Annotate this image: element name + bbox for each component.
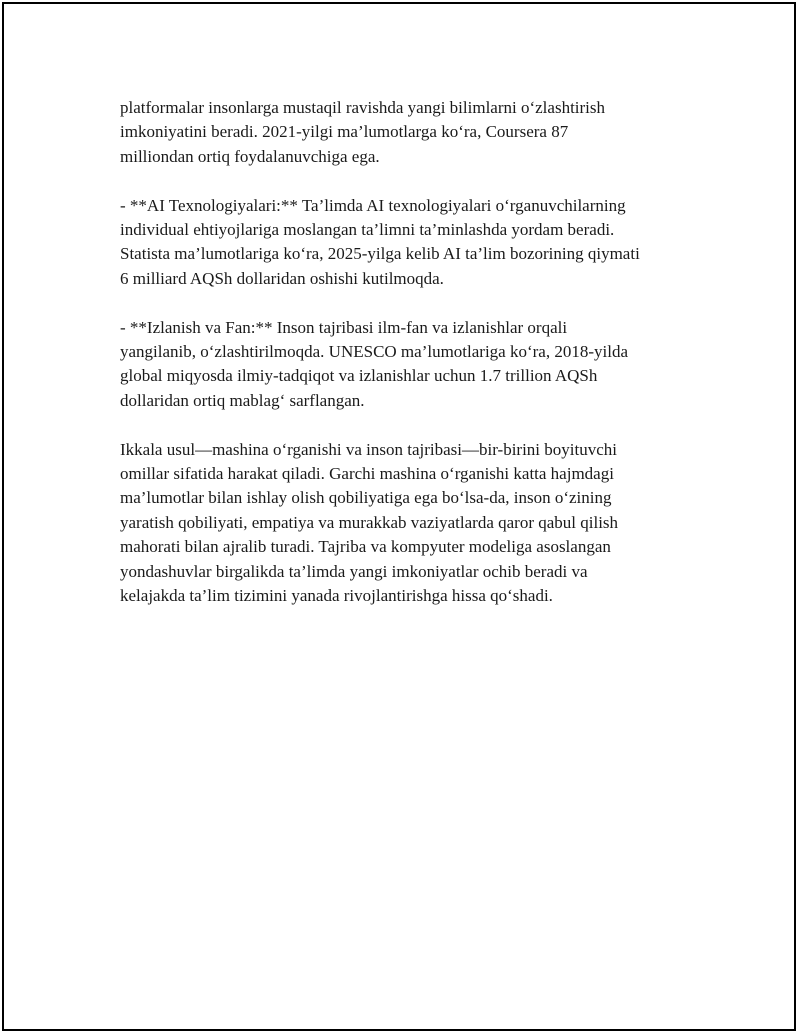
text-line: 6 milliard AQSh dollaridan oshishi kutilmoqda.	[120, 268, 444, 288]
text-line: - **AI Texnologiyalari:** Ta’limda AI texnologiyalari o‘rganuvchilarning	[120, 195, 626, 215]
text-line: milliondan ortiq foydalanuvchiga ega.	[120, 146, 380, 166]
text-line: dollaridan ortiq mablag‘ sarflangan.	[120, 390, 365, 410]
paragraph-platforms	[120, 96, 680, 169]
document-page	[2, 2, 796, 1031]
paragraph-ai-technologies	[120, 194, 680, 292]
paragraph-research-science	[120, 316, 680, 414]
text-line: global miqyosda ilmiy-tadqiqot va izlanishlar uchun 1.7 trillion AQSh	[120, 366, 598, 386]
text-line: mahorati bilan ajralib turadi. Tajriba va kompyuter modeliga asoslangan	[120, 537, 611, 557]
text-line: ma’lumotlar bilan ishlay olish qobiliyatiga ega bo‘lsa-da, inson o‘zining	[120, 488, 612, 508]
document-body	[120, 96, 680, 633]
text-line: platformalar insonlarga mustaqil ravishda yangi bilimlarni o‘zlashtirish	[120, 98, 606, 117]
paragraph-conclusion	[120, 438, 680, 609]
text-line: Statista ma’lumotlariga ko‘ra, 2025-yilga kelib AI ta’lim bozorining qiymati	[120, 244, 640, 264]
text-line: yaratish qobiliyati, empatiya va murakkab vaziyatlarda qaror qabul qilish	[120, 512, 619, 532]
text-line: - **Izlanish va Fan:** Inson tajribasi ilm-fan va izlanishlar orqali	[120, 317, 568, 337]
text-line: imkoniyatini beradi. 2021-yilgi ma’lumotlarga ko‘ra, Coursera 87	[120, 122, 569, 142]
text-line: Ikkala usul—mashina o‘rganishi va inson tajribasi—bir-birini boyituvchi	[120, 439, 617, 459]
text-line: yangilanib, o‘zlashtirilmoqda. UNESCO ma’lumotlariga ko‘ra, 2018-yilda	[120, 342, 628, 362]
text-line: individual ehtiyojlariga moslangan ta’limni ta’minlashda yordam beradi.	[120, 220, 615, 240]
text-line: omillar sifatida harakat qiladi. Garchi mashina o‘rganishi katta hajmdagi	[120, 464, 614, 484]
text-line: kelajakda ta’lim tizimini yanada rivojlantirishga hissa qo‘shadi.	[120, 586, 553, 606]
text-line: yondashuvlar birgalikda ta’limda yangi imkoniyatlar ochib beradi va	[120, 561, 588, 581]
